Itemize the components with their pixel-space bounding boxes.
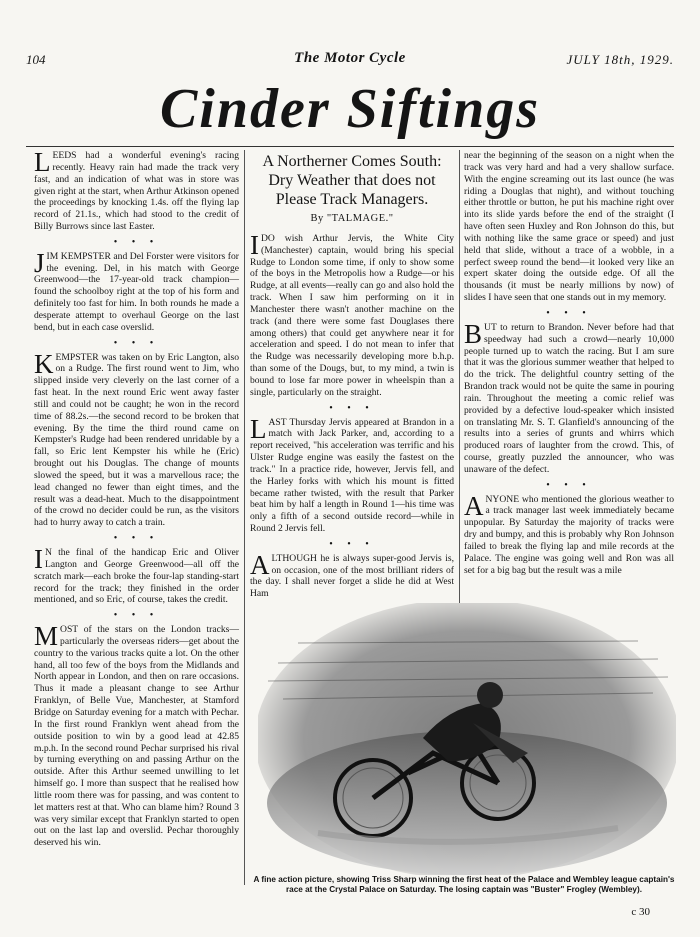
column-3-paragraph	[464, 150, 674, 304]
drop-cap: A	[250, 549, 270, 580]
section-separator: • • •	[113, 236, 160, 248]
paragraph-text: UT to return to Brandon. Never before had that speedway had such a crowd—nearly 10,000 people turned up to watch the racing. But I am sure that it was the glorious summer weather that helped to do the trick. The delightful country setting of the Brandon track would not be quite the same in pouring rain. Throughout the meeting a comic relief was provided by a defective loud-speaker which insisted on translating Mr. S. T. Glanfield's announcing of the results into a series of grunts and whirrs which produced roars of laughter from the crowd. This, of course, greatly puzzled the announcer, who was unaware of the defect.	[464, 321, 674, 475]
article-byline: By "TALMAGE."	[310, 213, 394, 224]
drop-cap: M	[34, 621, 59, 652]
section-separator: • • •	[113, 610, 160, 622]
drop-cap: L	[34, 147, 51, 177]
column-2-paragraph	[250, 549, 454, 600]
section-separator: • • •	[546, 307, 592, 319]
drop-cap: J	[34, 247, 45, 278]
column-1-paragraph	[34, 348, 239, 530]
section-separator: • • •	[546, 479, 592, 491]
column-2-body	[250, 229, 454, 600]
paragraph-text: OST of the stars on the London tracks—particularly the overseas riders—get about the country to the various tracks quite a lot. On the other hand, all too few of the boys from the Midlands and North appear in London, and then on rare occasions. Thus it made a pleasant change to see Arthur Franklyn, of Belle Vue, Manchester, at Stamford Bridge on Saturday evening for a match with Pechar. In the first round Franklyn went ahead from the outside position to win by a good lead at 42.85 m.p.h. In the second round Pechar surprised his rival by turning everything on and passing Arthur on the outside. After this Arthur seemed unwilling to let himself go. I more than suspect that he realised how little room there was for passing, and was content to let matters rest at that. Who can blame him? Round 3 was very similar except that Franklyn started to open out on the last lap and overslid. Pechar thoroughly deserved his win.	[34, 624, 239, 849]
paragraph-text: NYONE who mentioned the glorious weather to a track manager last week immediately became unpopular. By Saturday the majority of tracks were dry and bumpy, and this is probably why Ron Johnson failed to break the flying lap and mile records at the Palace. The engine was going well and Ron was all set for a big bag but the result was a mile	[464, 493, 674, 576]
paragraph-text: DO wish Arthur Jervis, the White City (Manchester) captain, would bring his special Rudge to London some time, if only to show some of the boys in the Metropolis how a Rudge—or his Rudge, at all events—really can go and also hold the track. When I saw him performing on it in Manchester there wasn't another machine on the track (and there were some fast Douglases there among others) that could get anywhere near it for acceleration and speed. I do not mean to infer that the Rudge was necessarily developing more b.h.p. than some of the Dougs, but, to my mind, a twin is bound to lose far more power in wheelspin than a single, particularly on the straight.	[250, 232, 454, 398]
column-divider-1	[244, 150, 245, 885]
column-3	[464, 150, 674, 581]
column-3-paragraph	[464, 490, 674, 577]
column-3-paragraph	[464, 318, 674, 476]
column-2-paragraph	[250, 229, 454, 399]
page-number: 104	[26, 52, 46, 67]
column-1-paragraph	[34, 147, 239, 233]
section-separator: • • •	[329, 538, 375, 550]
column-1-paragraph	[34, 621, 239, 849]
paragraph-text: N the final of the handicap Eric and Oliver Langton and George Greenwood—all off the scratch mark—each broke the four-lap standing-start record for the track; they finished in the order mentioned, and so Eric, of course, takes the credit.	[34, 547, 239, 606]
page-header	[26, 50, 674, 72]
column-2	[250, 150, 454, 604]
section-separator: • • •	[329, 402, 375, 414]
column-2-paragraph	[250, 413, 454, 535]
masthead: The Motor Cycle	[294, 50, 406, 66]
title-rule	[26, 146, 674, 147]
paragraph-text: LTHOUGH he is always super-good Jervis is, on occasion, one of the most brilliant riders of the day. I shall never forget a slide he did at West Ham	[250, 552, 454, 600]
page-title: Cinder Siftings	[159, 78, 541, 140]
column-1-paragraph	[34, 544, 239, 606]
column-divider-2	[459, 150, 460, 605]
drop-cap: K	[34, 348, 54, 379]
paragraph-text: EMPSTER was taken on by Eric Langton, also on a Rudge. The first round went to Jim, who slipped inside very cleverly on the last corner of a fast heat. In the next round Eric went away faster still and could not be caught; he won in the record time of 88.2s.—the second record to be broken that evening. By the time the third round came on Kempster's Rudge had been rendered unridable by a fall, so Eric lent Kempster his while he (Eric) brought out his Douglas. The change of mounts slowed the speed, but it was a marvellous race; the lead changed no fewer than eight times, and the result was a dead-heat. Much to the disappointment of the crowd no decider could be run, as the visitors had to hurry away to catch a train.	[34, 351, 239, 529]
speedway-action-photo	[258, 603, 676, 875]
paragraph-text: AST Thursday Jervis appeared at Brandon in a match with Jack Parker, and, according to a report received, "his acceleration was terrific and his Ulster Rudge engine was easily the fastest on the track." In a practice ride, however, Jervis fell, and the Harley forks with which his mount is fitted became rather twisted, with the result that Parker beat him by half a length in Round 1—his time was only a fifth of a second outside record—while in Round 2 Jervis fell.	[250, 416, 454, 535]
folio: c 30	[631, 906, 650, 918]
photo-caption: A fine action picture, showing Triss Sharp winning the first heat of the Palace and Wembley league captain's race at the Crystal Palace on Saturday. The losing captain was "Buster" Frogley (Wembley).	[253, 875, 675, 894]
section-separator: • • •	[113, 533, 160, 545]
paragraph-text: IM KEMPSTER and Del Forster were visitors for the evening. Del, in his match with George Greenwood—the 17-year-old track champion—found the schoolboy right at the top of his form and definitely too fast for him. In both rounds he made a desperate attempt to overhaul George on the last bend, but in each case overslid.	[34, 250, 239, 333]
column-1-paragraph	[34, 247, 239, 334]
drop-cap: I	[34, 544, 43, 574]
paragraph-text: near the beginning of the season on a night when the track was very hard and had a very shallow surface. With the engine screaming out its last ounce (he was riding a Douglas that night), and without touching either throttle or button, he put his machine right over into its slide yards before the end of the straight (I have often seen Huxley and Ron Johnson do this, but with nothing like the same grace or speed) and just held that slide, without a trace of a wobble, in a perfect sweep round the bend—it looked very like an expert skater doing the outside edge. Of all the thousands (it must be nearly millions by now) of slides I have seen that one stands out in my memory.	[464, 150, 674, 304]
drop-cap: L	[250, 413, 267, 444]
paragraph-text: EEDS had a wonderful evening's racing recently. Heavy rain had made the track very fast, and an indication of what was in store was given right at the start, when Arthur Atkinson opened the proceedings by knocking 1.4s. off the flying lap record of 21.1s., which had stood to the credit of Billy Burrows since last Easter.	[34, 150, 239, 233]
drop-cap: B	[464, 318, 483, 349]
article-headline: A Northerner Comes South: Dry Weather that does not Please Track Managers.	[262, 153, 442, 208]
drop-cap: A	[464, 490, 484, 521]
section-separator: • • •	[113, 337, 160, 349]
issue-date: JULY 18th, 1929.	[566, 52, 674, 67]
column-1	[34, 147, 239, 853]
drop-cap: I	[250, 229, 259, 260]
